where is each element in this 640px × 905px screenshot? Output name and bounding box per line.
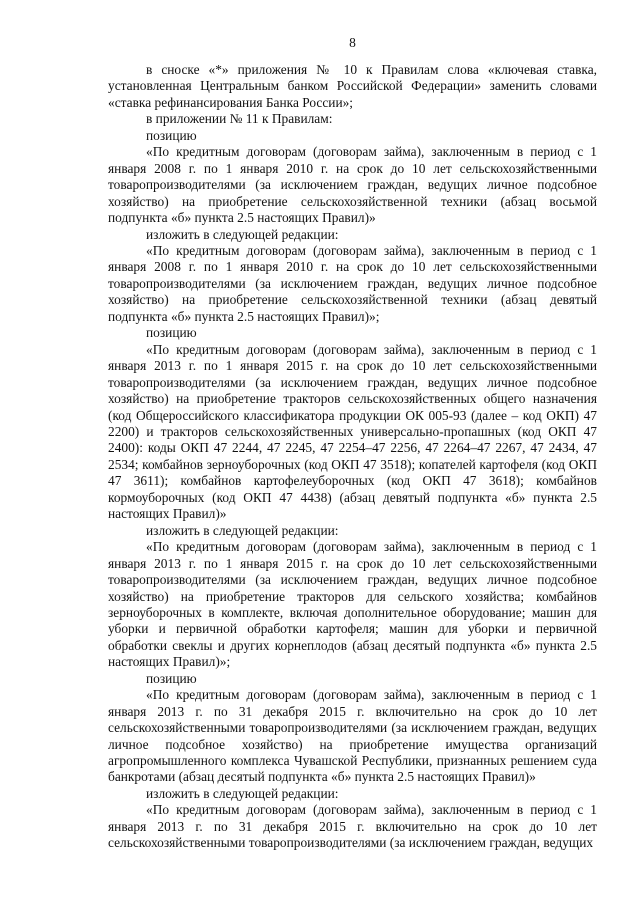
paragraph-new-text-2: «По кредитным договорам (договорам займа), заключенным в период с 1 января 2013 г. по 1 января 2015 г. на срок до 10 лет сельскохозяйственными товаропроизводителями (за исключением граждан, ведущих личное подсобное хозяйство) на приобретение тракторов для сельского хозяйства; комбайнов зерноуборочных в комплекте, включая дополнительное оборудование; машин для уборки и первичной обработки картофеля; машин для уборки и первичной обработки свеклы и других корнеплодов (абзац десятый подпункта «б» пункта 2.5 настоящих Правил)»; (108, 539, 597, 670)
page-number: 8 (349, 35, 356, 50)
paragraph-old-text-2: «По кредитным договорам (договорам займа), заключенным в период с 1 января 2013 г. по 1 января 2015 г. на срок до 10 лет сельскохозяйственными товаропроизводителями (за исключением граждан, ведущих личное подсобное хозяйство) на приобретение тракторов сельскохозяйственных общего назначения (код Общероссийского классификатора продукции ОК 005-93 (далее – код ОКП) 47 2200) и тракторов сельскохозяйственных универсально-пропашных (код ОКП 47 2400): коды ОКП 47 2244, 47 2245, 47 2254–47 2256, 47 2264–47 2267, 47 2434, 47 2534; комбайнов зерноуборочных (код ОКП 47 3518); копателей картофеля (код ОКП 47 3611); комбайнов картофелеуборочных (код ОКП 47 3618); комбайнов кормоуборочных (код ОКП 47 4438) (абзац девятый подпункта «б» пункта 2.5 настоящих Правил)» (108, 341, 597, 522)
document-body (108, 62, 597, 852)
paragraph-appendix-11-intro: в приложении № 11 к Правилам: (146, 111, 333, 127)
paragraph-new-text-1: «По кредитным договорам (договорам займа), заключенным в период с 1 января 2008 г. по 1 января 2010 г. на срок до 10 лет сельскохозяйственными товаропроизводителями (за исключением граждан, ведущих личное подсобное хозяйство) на приобретение сельскохозяйственной техники (абзац девятый подпункта «б» пункта 2.5 настоящих Правил)»; (108, 242, 597, 324)
paragraph-restate-label-1: изложить в следующей редакции: (146, 226, 339, 242)
paragraph-new-text-3: «По кредитным договорам (договорам займа), заключенным в период с 1 января 2013 г. по 31 декабря 2015 г. включительно на срок до 10 лет сельскохозяйственными товаропроизводителями (за исключением граждан, ведущих (108, 802, 597, 851)
paragraph-position-label-3: позицию (146, 670, 197, 686)
paragraph-position-label-1: позицию (146, 127, 197, 143)
paragraph-footnote-amendment: в сноске «*» приложения № 10 к Правилам слова «ключевая ставка, установленная Центральным банком Российской Федерации» заменить словами «ставка рефинансирования Банка России»; (108, 62, 597, 110)
paragraph-old-text-3: «По кредитным договорам (договорам займа), заключенным в период с 1 января 2013 г. по 31 декабря 2015 г. включительно на срок до 10 лет сельскохозяйственными товаропроизводителями (за исключением граждан, ведущих личное подсобное хозяйство) на приобретение имущества организаций агропромышленного комплекса Чувашской Республики, признанных решением суда банкротами (абзац десятый подпункта «б» пункта 2.5 настоящих Правил)» (108, 687, 597, 785)
paragraph-restate-label-2: изложить в следующей редакции: (146, 522, 339, 538)
paragraph-old-text-1: «По кредитным договорам (договорам займа), заключенным в период с 1 января 2008 г. по 1 января 2010 г. на срок до 10 лет сельскохозяйственными товаропроизводителями (за исключением граждан, ведущих личное подсобное хозяйство) на приобретение сельскохозяйственной техники (абзац восьмой подпункта «б» пункта 2.5 настоящих Правил)» (108, 144, 597, 226)
paragraph-restate-label-3: изложить в следующей редакции: (146, 785, 339, 801)
paragraph-position-label-2: позицию (146, 325, 197, 341)
